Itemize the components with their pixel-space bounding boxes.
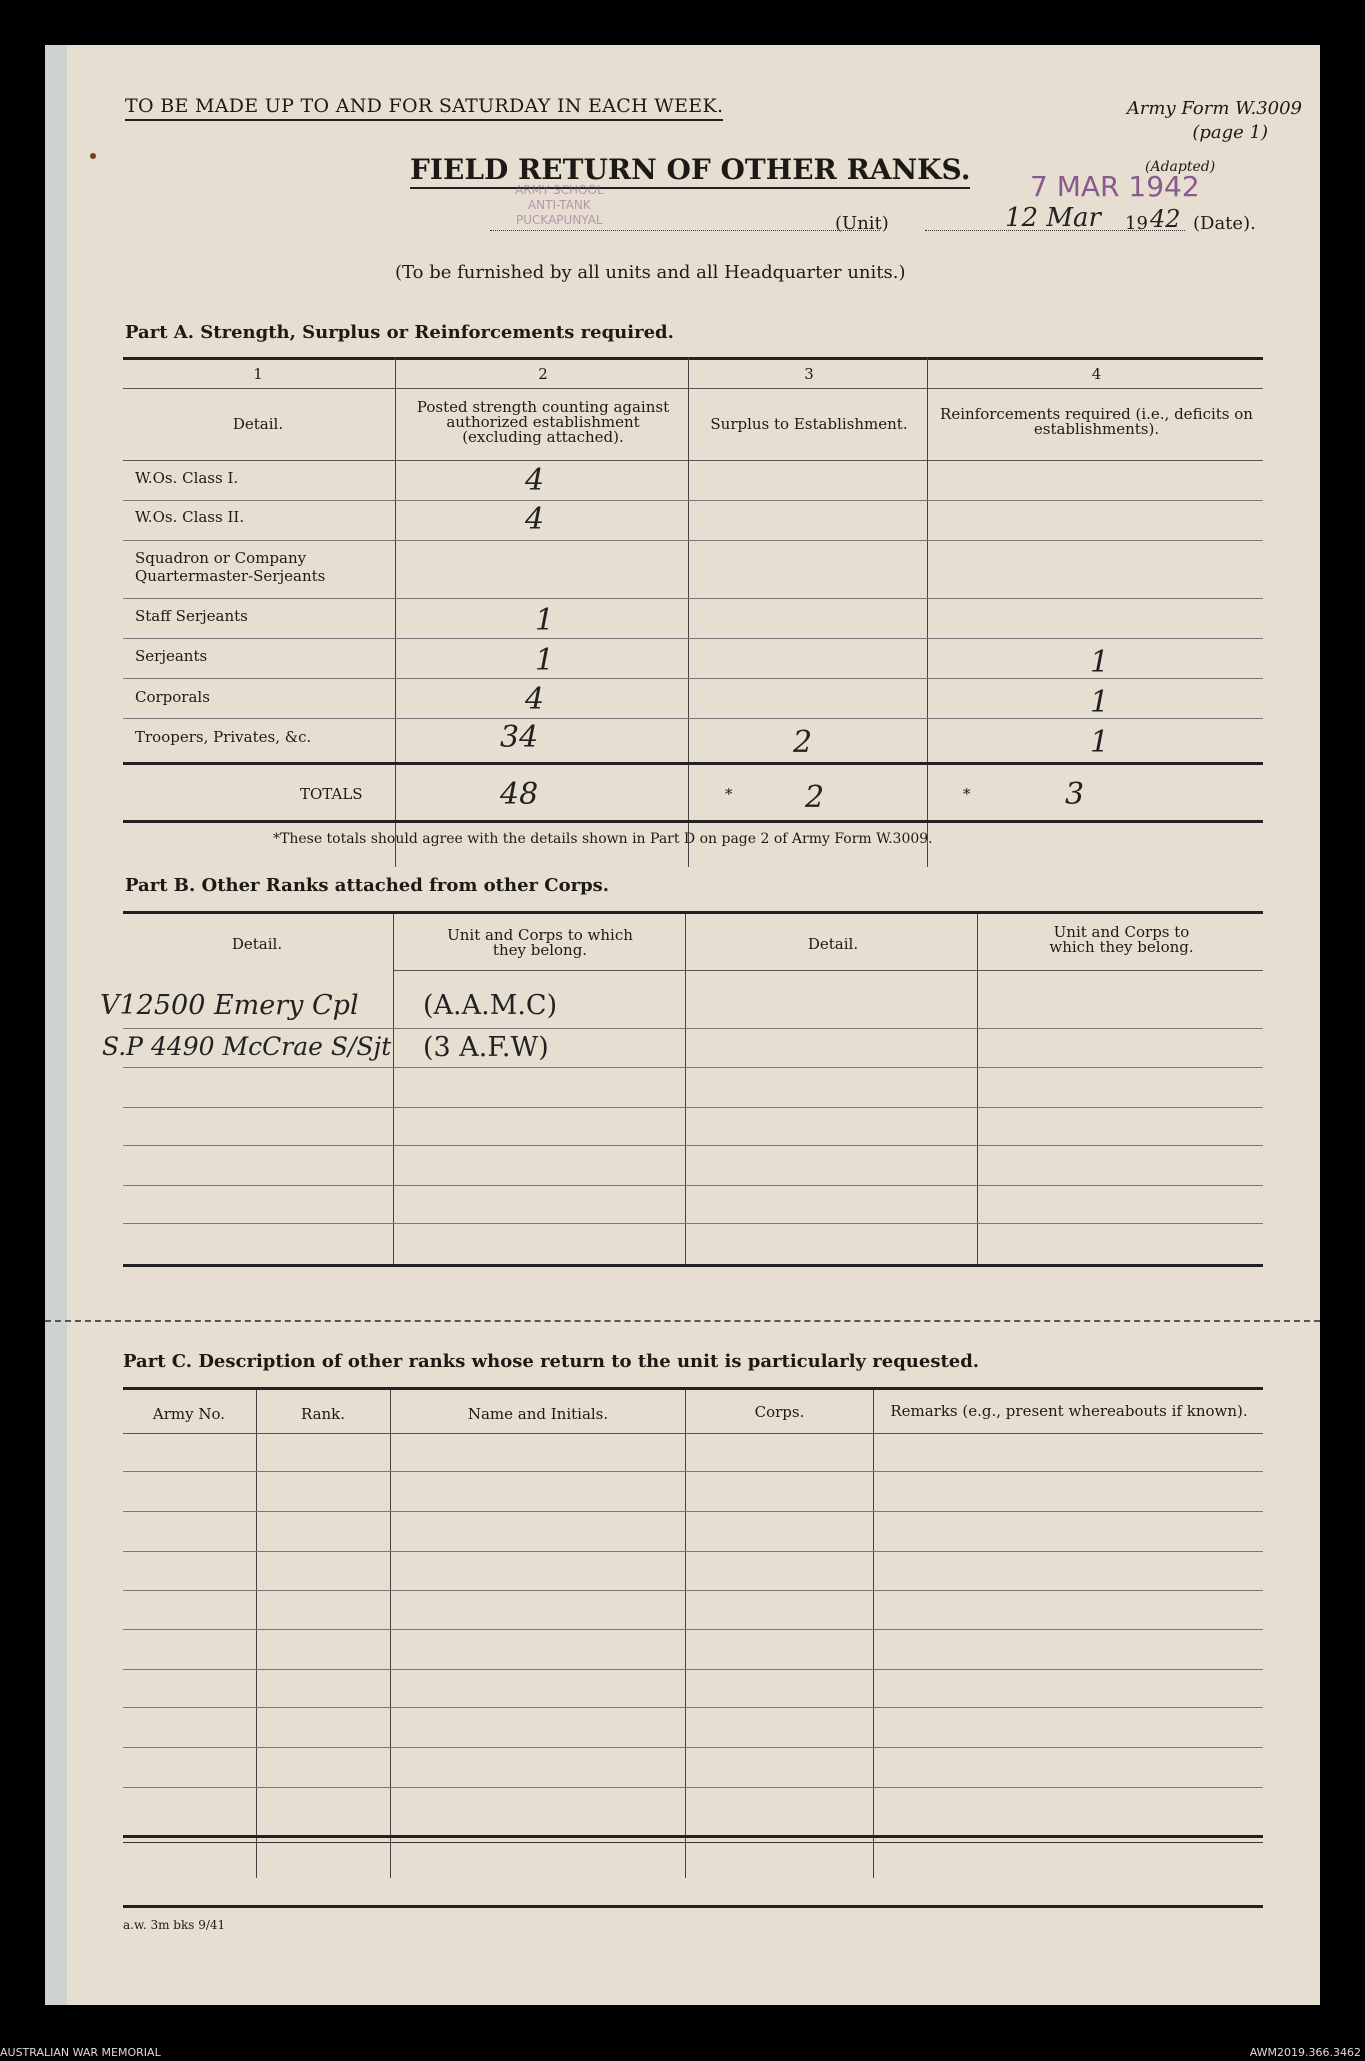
part-c-col-army-no: Army No. [152,1405,226,1423]
rust-spot [90,153,96,159]
part-b-rule-4 [123,1145,1263,1146]
reinf-asterisk: * [963,785,971,803]
row-detail-troopers: Troopers, Privates, &c. [135,728,312,746]
part-c-heading: Part C. Description of other ranks whose return to the unit is particularly requested. [123,1351,980,1372]
footer-institution: AUSTRALIAN WAR MEMORIAL [0,2046,161,2059]
part-b-col-unit-2: Unit and Corps to which they belong. [1049,923,1194,956]
totals-surplus: 2 [805,780,825,815]
col-number-2: 2 [538,365,548,383]
print-code: a.w. 3m bks 9/41 [123,1918,226,1932]
part-c-double-rule [123,1835,1263,1838]
totals-vline-1 [395,765,396,820]
date-label: (Date). [1193,213,1256,234]
unit-line [490,230,880,231]
row-rule-1 [123,500,1263,501]
part-b-top-rule [123,911,1263,914]
row-posted-wo1: 4 [525,463,545,498]
part-c-top-rule [123,1387,1263,1390]
part-b-rule-6 [123,1223,1263,1224]
row-surplus-troopers: 2 [793,725,813,760]
part-b-col-detail-1: Detail. [231,935,283,953]
col-number-3: 3 [804,365,814,383]
row-posted-staff-sjt: 1 [535,603,555,638]
form-subtitle: (To be furnished by all units and all Headquarter units.) [395,262,906,283]
date-stamp: 7 MAR 1942 [1030,170,1200,203]
totals-top-rule [123,762,1263,765]
part-c-col-remarks: Remarks (e.g., present whereabouts if known). [890,1402,1248,1420]
row-posted-corporals: 4 [525,682,545,717]
part-b-vline-3 [977,914,978,1264]
row-detail-serjeants: Serjeants [135,647,208,665]
col-head-reinforcements: Reinforcements required (i.e., deficits on establishments). [940,405,1253,438]
part-c-vline-2 [390,1390,391,1878]
footer-accession-number: AWM2019.366.3462 [1249,2046,1361,2059]
totals-label: TOTALS [300,785,363,803]
row-detail-wo2: W.Os. Class II. [135,508,245,526]
part-b-vline-1 [393,914,394,1264]
form-title: FIELD RETURN OF OTHER RANKS. [410,153,970,189]
part-b-col-unit-1: Unit and Corps to which they belong. [447,926,633,959]
col-number-4: 4 [1091,365,1102,383]
part-c-rule-5 [123,1629,1263,1630]
row-rule-6 [123,718,1263,719]
part-c-rule-2 [123,1511,1263,1512]
part-a-top-rule [123,357,1263,360]
part-c-rule-6 [123,1669,1263,1670]
col-head-detail: Detail. [232,415,284,433]
army-form-number [1127,97,1302,145]
row-rule-5 [123,678,1263,679]
totals-note: *These totals should agree with the details shown in Part D on page 2 of Army Form W.3009. [273,831,933,847]
col-head-surplus: Surplus to Establishment. [710,415,908,433]
row-rule-4 [123,638,1263,639]
part-a-bottom-rule [123,820,1263,823]
row-posted-troopers: 34 [500,720,539,755]
col-head-posted: Posted strength counting against authorized establishment (excluding attached). [416,398,670,446]
adapted-note: (Adapted) [1145,159,1216,175]
part-b-heading: Part B. Other Ranks attached from other Corps. [125,875,610,896]
part-c-vline-4 [873,1390,874,1878]
totals-vline-2 [688,765,689,820]
part-b-col-detail-2: Detail. [807,935,859,953]
part-c-rule-7 [123,1707,1263,1708]
row-rule-3 [123,598,1263,599]
part-c-rule-4 [123,1590,1263,1591]
date-year-print: 19 [1125,213,1148,234]
part-b-rule-2 [123,1067,1263,1068]
attached-entry-1-detail: V12500 Emery Cpl [100,990,359,1021]
col-number-1: 1 [253,365,263,383]
part-b-head-rule [393,970,1263,971]
row-reinf-troopers: 1 [1090,725,1110,760]
row-detail-cqms: Squadron or Company Quartermaster-Serjeants [135,549,326,585]
part-c-rule-9 [123,1787,1263,1788]
part-c-rule-1 [123,1471,1263,1472]
attached-entry-2-detail: S.P 4490 McCrae S/Sjt [102,1032,392,1061]
part-c-head-rule [123,1433,1263,1434]
form-name: Army Form W.3009 [1126,98,1302,119]
totals-vline-3 [927,765,928,820]
part-c-rule-8 [123,1747,1263,1748]
part-b-rule-1 [123,1028,1263,1029]
form-sheet [45,45,1320,2005]
attached-entry-1-unit: (A.A.M.C) [423,990,558,1021]
totals-reinf: 3 [1065,777,1085,812]
part-b-rule-3 [123,1107,1263,1108]
row-reinf-corporals: 1 [1090,685,1110,720]
part-b-bottom-rule [123,1264,1263,1267]
part-c-double-rule-2 [123,1842,1263,1843]
col-head-rule [123,460,1263,461]
part-c-bottom-rule [123,1905,1263,1908]
part-b-vline-2 [685,914,686,1264]
part-c-vline-3 [685,1390,686,1878]
part-c-col-corps: Corps. [754,1403,805,1421]
row-rule-2 [123,540,1263,541]
attached-entry-2-unit: (3 A.F.W) [423,1032,549,1063]
row-detail-wo1: W.Os. Class I. [135,469,239,487]
row-posted-wo2: 4 [525,502,545,537]
part-c-col-name: Name and Initials. [467,1405,609,1423]
row-reinf-serjeants: 1 [1090,645,1110,680]
row-posted-serjeants: 1 [535,643,555,678]
row-detail-corporals: Corporals [135,688,210,706]
surplus-asterisk: * [725,785,733,803]
unit-stamp: ARMY SCHOOL ANTI-TANK PUCKAPUNYAL [515,183,604,227]
handwritten-year: 42 [1150,205,1181,233]
part-c-col-rank: Rank. [300,1405,346,1423]
totals-posted: 48 [500,777,539,812]
weekly-instruction: TO BE MADE UP TO AND FOR SATURDAY IN EACH WEEK. [125,95,723,121]
page-number: (page 1) [1192,122,1268,143]
handwritten-date: 12 Mar [1005,203,1101,233]
part-c-rule-3 [123,1551,1263,1552]
part-c-vline-1 [256,1390,257,1878]
part-b-rule-5 [123,1185,1263,1186]
row-detail-staff-sjt: Staff Serjeants [135,607,248,625]
unit-label: (Unit) [835,213,889,234]
col-number-rule [123,388,1263,389]
part-a-heading: Part A. Strength, Surplus or Reinforcements required. [125,322,674,343]
perforation-line [45,1320,1320,1322]
